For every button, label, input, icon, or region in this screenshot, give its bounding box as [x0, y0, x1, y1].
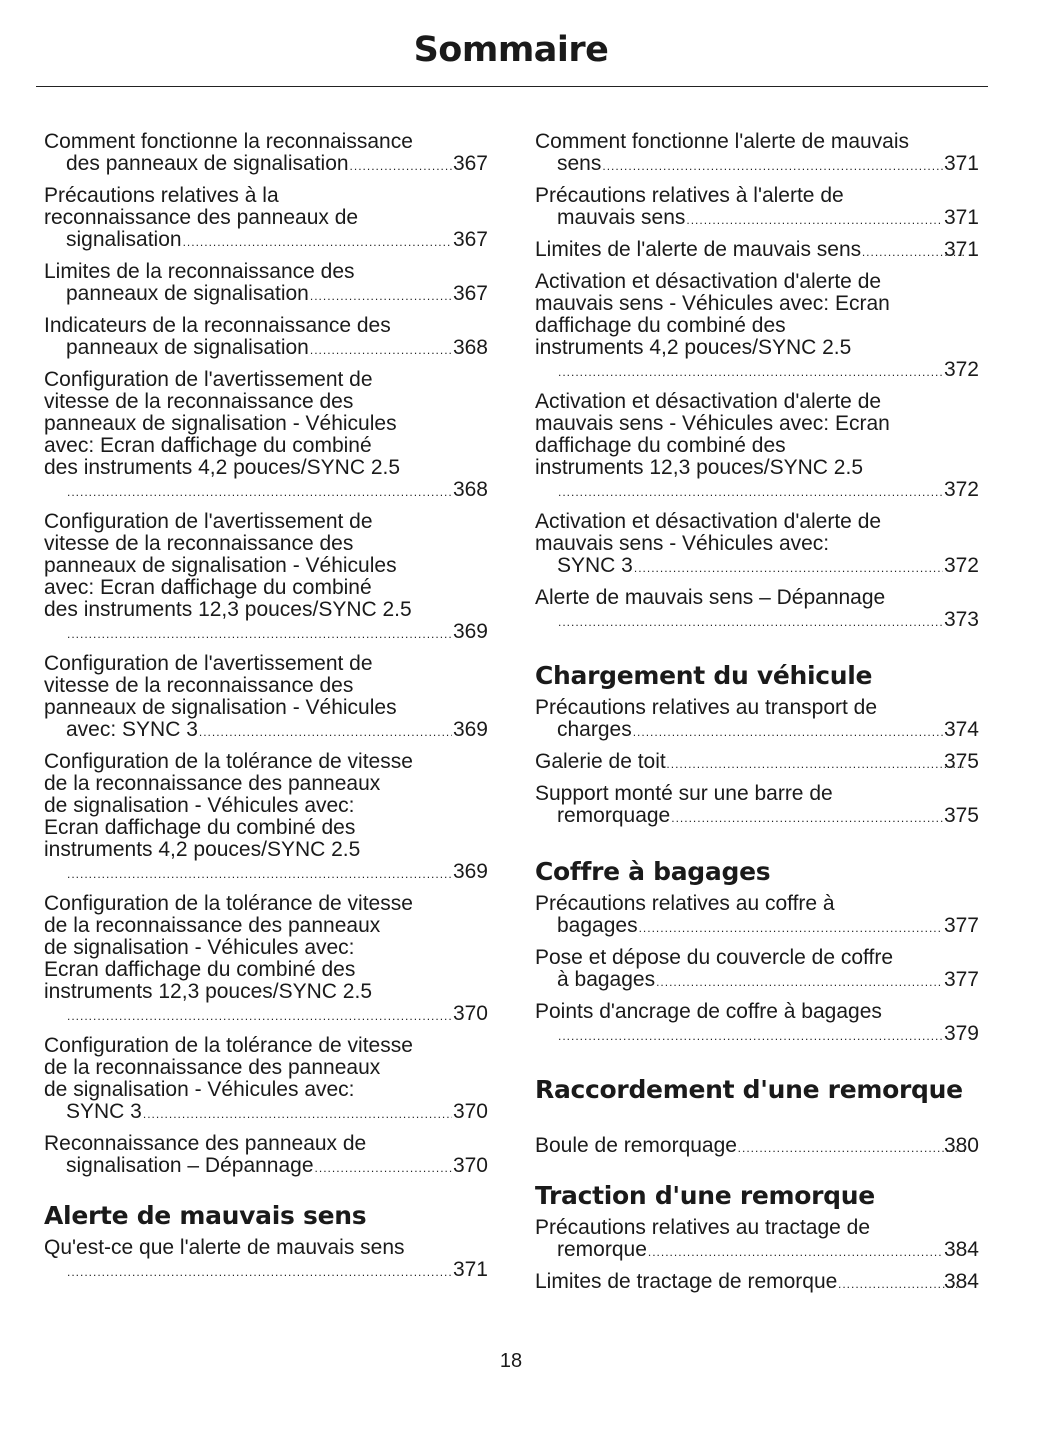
- section-heading-raccordement: Raccordement d'une remorque: [535, 1075, 963, 1104]
- toc-entry-text: des instruments 12,3 pouces/SYNC 2.5: [44, 598, 412, 621]
- toc-entry[interactable]: [535, 783, 979, 829]
- toc-entry-text: de signalisation - Véhicules avec:: [44, 1078, 355, 1101]
- toc-page-number[interactable]: 384: [943, 1238, 979, 1261]
- toc-entry-list: [535, 893, 979, 1047]
- toc-entry[interactable]: [44, 369, 488, 503]
- toc-entry-text: SYNC 3: [557, 554, 633, 577]
- toc-entry-text: mauvais sens: [557, 206, 686, 229]
- toc-page-number[interactable]: 367: [452, 228, 488, 251]
- toc-entry-text: avec: Ecran daffichage du combiné: [44, 434, 372, 457]
- section-heading-traction: Traction d'une remorque: [535, 1181, 875, 1210]
- section-heading-chargement: Chargement du véhicule: [535, 661, 873, 690]
- toc-entry-text: Comment fonctionne la reconnaissance: [44, 130, 413, 153]
- page-number: 18: [499, 1350, 523, 1372]
- toc-entry-list: [44, 1237, 488, 1283]
- toc-entry[interactable]: [535, 239, 979, 263]
- toc-entry-text: Activation et désactivation d'alerte de: [535, 510, 882, 533]
- toc-entry[interactable]: [44, 185, 488, 253]
- toc-entry-text: reconnaissance des panneaux de: [44, 206, 359, 229]
- toc-entry[interactable]: [44, 261, 488, 307]
- toc-page-number[interactable]: 372: [943, 478, 979, 501]
- toc-entry-text: Boule de remorquage: [535, 1134, 737, 1157]
- toc-entry-text: de la reconnaissance des panneaux: [44, 914, 381, 937]
- toc-page-number[interactable]: 367: [452, 282, 488, 305]
- toc-entry-text: daffichage du combiné des: [535, 434, 786, 457]
- toc-entry-text: Configuration de l'avertissement de: [44, 652, 373, 675]
- toc-entry-text: des panneaux de signalisation: [66, 152, 349, 175]
- toc-entry-text: signalisation: [66, 228, 182, 251]
- toc-entry-text: instruments 12,3 pouces/SYNC 2.5: [535, 456, 864, 479]
- dot-leader: [67, 481, 452, 503]
- toc-entry-text: Qu'est-ce que l'alerte de mauvais sens: [44, 1236, 405, 1259]
- toc-entry-text: sens: [557, 152, 602, 175]
- toc-page-number[interactable]: 370: [452, 1002, 488, 1025]
- toc-page-number[interactable]: 372: [943, 358, 979, 381]
- toc-left-column: [44, 131, 488, 1291]
- toc-entry-text: bagages: [557, 914, 638, 937]
- toc-page-number[interactable]: 379: [943, 1022, 979, 1045]
- toc-entry-text: vitesse de la reconnaissance des: [44, 674, 354, 697]
- dot-leader: [558, 481, 943, 503]
- dot-leader: [639, 917, 943, 939]
- dot-leader: [558, 361, 943, 383]
- toc-entry-list: [535, 1217, 979, 1295]
- dot-leader: [67, 1005, 452, 1027]
- toc-entry-text: mauvais sens - Véhicules avec: Ecran: [535, 292, 890, 315]
- toc-entry-text: Précautions relatives à l'alerte de: [535, 184, 844, 207]
- toc-entry-text: Précautions relatives au transport de: [535, 696, 878, 719]
- toc-entry[interactable]: [535, 131, 979, 177]
- toc-page-number[interactable]: 369: [452, 718, 488, 741]
- dot-leader: [648, 1241, 943, 1263]
- section-heading-coffre: Coffre à bagages: [535, 857, 771, 886]
- dot-leader: [558, 1025, 943, 1047]
- toc-entry[interactable]: [535, 271, 979, 383]
- toc-entry[interactable]: [535, 1135, 979, 1159]
- toc-entry[interactable]: [44, 893, 488, 1027]
- dot-leader: [738, 1137, 965, 1159]
- dot-leader: [199, 721, 452, 743]
- toc-page-number[interactable]: 368: [452, 336, 488, 359]
- title-divider: [36, 86, 988, 87]
- toc-entry-text: daffichage du combiné des: [535, 314, 786, 337]
- toc-page-number[interactable]: 375: [943, 750, 979, 773]
- toc-page-number[interactable]: 384: [943, 1270, 979, 1293]
- toc-entry-text: Précautions relatives au coffre à: [535, 892, 835, 915]
- dot-leader: [67, 623, 452, 645]
- dot-leader: [634, 557, 943, 579]
- toc-right-column: [535, 131, 979, 1303]
- toc-entry[interactable]: [535, 893, 979, 939]
- toc-entry[interactable]: [535, 1001, 979, 1047]
- toc-entry-text: Pose et dépose du couvercle de coffre: [535, 946, 894, 969]
- toc-entry-list: [535, 131, 979, 633]
- toc-page-number[interactable]: 372: [943, 554, 979, 577]
- dot-leader: [67, 863, 452, 885]
- toc-entry-text: vitesse de la reconnaissance des: [44, 532, 354, 555]
- toc-page-number[interactable]: 377: [943, 914, 979, 937]
- toc-entry[interactable]: [535, 511, 979, 579]
- toc-page-number[interactable]: 369: [452, 620, 488, 643]
- toc-entry[interactable]: [535, 391, 979, 503]
- toc-page-number[interactable]: 377: [943, 968, 979, 991]
- toc-entry-text: Comment fonctionne l'alerte de mauvais: [535, 130, 910, 153]
- toc-entry-text: Galerie de toit: [535, 750, 666, 773]
- toc-entry-text: Alerte de mauvais sens – Dépannage: [535, 586, 886, 609]
- toc-entry-text: Configuration de la tolérance de vitesse: [44, 892, 413, 915]
- toc-entry-text: avec: Ecran daffichage du combiné: [44, 576, 372, 599]
- toc-entry-text: Support monté sur une barre de: [535, 782, 833, 805]
- dot-leader: [350, 155, 452, 177]
- toc-entry-text: des instruments 4,2 pouces/SYNC 2.5: [44, 456, 401, 479]
- toc-entry-text: Limites de la reconnaissance des: [44, 260, 355, 283]
- toc-entry-text: instruments 12,3 pouces/SYNC 2.5: [44, 980, 373, 1003]
- dot-leader: [686, 209, 943, 231]
- toc-entry-text: de signalisation - Véhicules avec:: [44, 794, 355, 817]
- dot-leader: [602, 155, 943, 177]
- toc-entry[interactable]: [44, 751, 488, 885]
- dot-leader: [633, 721, 943, 743]
- toc-entry[interactable]: [535, 587, 979, 633]
- toc-entry-text: panneaux de signalisation - Véhicules: [44, 554, 397, 577]
- toc-entry-text: panneaux de signalisation: [66, 336, 309, 359]
- toc-page-number[interactable]: 375: [943, 804, 979, 827]
- toc-page-number[interactable]: 380: [943, 1134, 979, 1157]
- toc-entry[interactable]: [44, 1035, 488, 1125]
- toc-entry-text: remorquage: [557, 804, 671, 827]
- toc-entry-text: Reconnaissance des panneaux de: [44, 1132, 367, 1155]
- toc-page-number[interactable]: 369: [452, 860, 488, 883]
- toc-entry[interactable]: [535, 947, 979, 993]
- toc-page-number[interactable]: 374: [943, 718, 979, 741]
- toc-entry-text: panneaux de signalisation: [66, 282, 309, 305]
- toc-page-number[interactable]: 370: [452, 1154, 488, 1177]
- toc-entry-text: Configuration de l'avertissement de: [44, 368, 373, 391]
- toc-page-number[interactable]: 370: [452, 1100, 488, 1123]
- toc-entry-text: Configuration de la tolérance de vitesse: [44, 1034, 413, 1057]
- toc-entry[interactable]: [535, 697, 979, 743]
- toc-entry-text: remorque: [557, 1238, 647, 1261]
- toc-entry[interactable]: [535, 1217, 979, 1263]
- dot-leader: [67, 1261, 452, 1283]
- toc-entry-list: [535, 697, 979, 829]
- dot-leader: [656, 971, 943, 993]
- toc-page-number[interactable]: 371: [943, 238, 979, 261]
- dot-leader: [310, 339, 452, 361]
- toc-entry-text: Activation et désactivation d'alerte de: [535, 390, 882, 413]
- toc-page-number[interactable]: 373: [943, 608, 979, 631]
- toc-entry-text: panneaux de signalisation - Véhicules: [44, 412, 397, 435]
- toc-entry-text: Points d'ancrage de coffre à bagages: [535, 1000, 882, 1023]
- dot-leader: [310, 285, 452, 307]
- toc-entry-text: Limites de tractage de remorque: [535, 1270, 838, 1293]
- toc-entry-list: [535, 1135, 979, 1159]
- toc-entry[interactable]: [535, 1271, 979, 1295]
- toc-entry-text: Configuration de l'avertissement de: [44, 510, 373, 533]
- toc-entry-text: de la reconnaissance des panneaux: [44, 1056, 381, 1079]
- toc-entry-text: signalisation – Dépannage: [66, 1154, 314, 1177]
- toc-entry-list: [44, 131, 488, 1179]
- toc-entry-text: panneaux de signalisation - Véhicules: [44, 696, 397, 719]
- toc-page-number[interactable]: 367: [452, 152, 488, 175]
- toc-entry-text: Ecran daffichage du combiné des: [44, 816, 356, 839]
- toc-entry-text: Ecran daffichage du combiné des: [44, 958, 356, 981]
- toc-entry-text: Activation et désactivation d'alerte de: [535, 270, 882, 293]
- toc-entry[interactable]: [44, 1237, 488, 1283]
- toc-entry-text: Limites de l'alerte de mauvais sens: [535, 238, 862, 261]
- toc-page-number[interactable]: 371: [452, 1258, 488, 1281]
- toc-entry[interactable]: [44, 1133, 488, 1179]
- toc-entry-text: avec: SYNC 3: [66, 718, 198, 741]
- dot-leader: [558, 611, 943, 633]
- toc-entry[interactable]: [44, 315, 488, 361]
- toc-entry-text: de signalisation - Véhicules avec:: [44, 936, 355, 959]
- toc-entry[interactable]: [44, 131, 488, 177]
- toc-entry-text: mauvais sens - Véhicules avec:: [535, 532, 830, 555]
- toc-entry-text: Précautions relatives à la: [44, 184, 279, 207]
- toc-entry[interactable]: [535, 185, 979, 231]
- toc-page-number[interactable]: 371: [943, 152, 979, 175]
- dot-leader: [671, 807, 943, 829]
- section-heading-alerte: Alerte de mauvais sens: [44, 1201, 367, 1230]
- toc-entry-text: mauvais sens - Véhicules avec: Ecran: [535, 412, 890, 435]
- dot-leader: [143, 1103, 452, 1125]
- toc-entry-text: de la reconnaissance des panneaux: [44, 772, 381, 795]
- toc-entry[interactable]: [535, 751, 979, 775]
- toc-entry-text: Précautions relatives au tractage de: [535, 1216, 871, 1239]
- dot-leader: [667, 753, 965, 775]
- dot-leader: [183, 231, 452, 253]
- toc-entry-text: Configuration de la tolérance de vitesse: [44, 750, 413, 773]
- toc-page-number[interactable]: 368: [452, 478, 488, 501]
- toc-entry-text: charges: [557, 718, 632, 741]
- toc-entry-text: instruments 4,2 pouces/SYNC 2.5: [535, 336, 852, 359]
- dot-leader: [315, 1157, 452, 1179]
- toc-entry-text: à bagages: [557, 968, 656, 991]
- toc-entry[interactable]: [44, 511, 488, 645]
- toc-page-number[interactable]: 371: [943, 206, 979, 229]
- toc-entry-text: Indicateurs de la reconnaissance des: [44, 314, 391, 337]
- toc-entry-text: instruments 4,2 pouces/SYNC 2.5: [44, 838, 361, 861]
- toc-entry-text: SYNC 3: [66, 1100, 142, 1123]
- toc-entry[interactable]: [44, 653, 488, 743]
- toc-entry-text: vitesse de la reconnaissance des: [44, 390, 354, 413]
- page-title: Sommaire: [413, 30, 609, 70]
